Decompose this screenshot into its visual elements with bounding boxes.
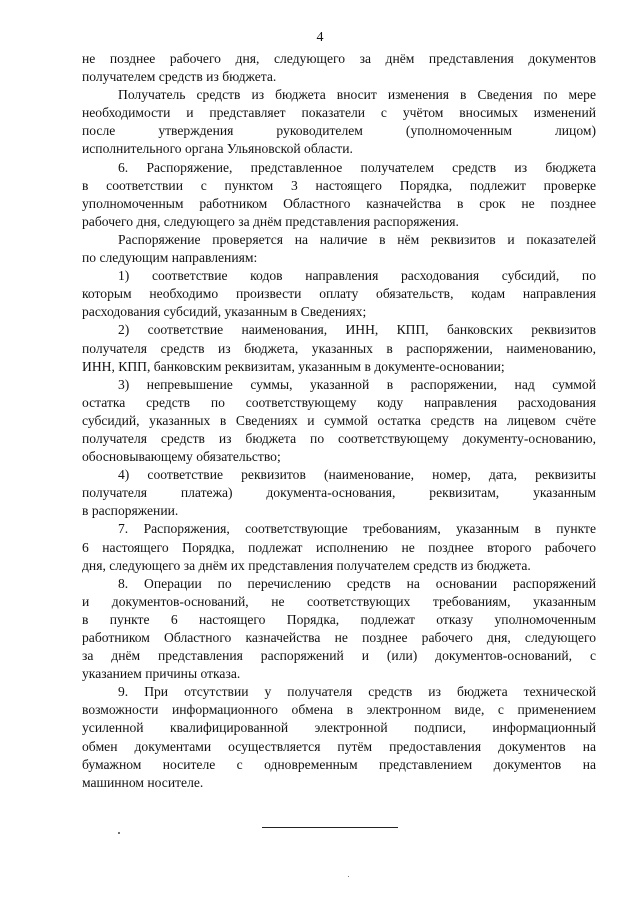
text-line: 4) соответствие реквизитов (наименование, номер, дата, реквизиты: [118, 467, 596, 483]
text-line: и документов-оснований, не соответствующих требованиям, указанным: [82, 593, 596, 609]
text-line: расходования субсидий, указанным в Сведениях;: [82, 304, 367, 320]
text-line: 6 настоящего Порядка, подлежат исполнению не позднее второго рабочего: [82, 539, 596, 555]
text-line: обосновывающему обязательство;: [82, 449, 281, 465]
text-line: 7. Распоряжения, соответствующие требованиям, указанным в пункте: [118, 521, 596, 537]
text-line: необходимости и представляет показатели с учётом вносимых изменений: [82, 105, 596, 121]
text-line: за днём представления распоряжений и (или) документов-оснований, с: [82, 648, 596, 664]
paragraph: [82, 86, 596, 158]
text-line: рабочего дня, следующего за днём представления распоряжения.: [82, 213, 459, 229]
paragraph: [82, 520, 596, 574]
paragraph: [82, 267, 596, 321]
paragraph: [82, 376, 596, 466]
page-number: 4: [316, 30, 324, 45]
paragraph: [82, 466, 596, 520]
text-line: обмен документами осуществляется путём предоставления документов на: [82, 738, 596, 754]
text-line: дня, следующего за днём их представления получателем средств из бюджета.: [82, 557, 531, 573]
text-line: Получатель средств из бюджета вносит изменения в Сведения по мере: [118, 87, 596, 103]
text-line: которым необходимо произвести оплату обязательств, кодам направления: [82, 286, 596, 302]
paragraph: [82, 321, 596, 375]
end-divider-line: [262, 827, 398, 828]
text-line: субсидий, указанных в Сведениях и суммой остатка средств на лицевом счёте: [82, 412, 596, 428]
text-line: в соответствии с пунктом 3 настоящего Порядка, подлежит проверке: [82, 177, 596, 193]
paragraph: [82, 575, 596, 684]
document-body: [82, 50, 596, 792]
text-line: Распоряжение проверяется на наличие в нём реквизитов и показателей: [118, 231, 596, 247]
text-line: 2) соответствие наименования, ИНН, КПП, банковских реквизитов: [118, 322, 596, 338]
text-line: 1) соответствие кодов направления расходования субсидий, по: [118, 268, 596, 284]
text-line: не позднее рабочего дня, следующего за днём представления документов: [82, 51, 596, 66]
scan-speck: [118, 832, 120, 834]
text-line: получателя средств из бюджета, указанных в распоряжении, наименованию,: [82, 340, 596, 356]
text-line: возможности информационного обмена в электронном виде, с применением: [82, 702, 596, 718]
text-line: исполнительного органа Ульяновской области.: [82, 141, 353, 157]
text-line: получателя средств из бюджета по соответствующему документу-основанию,: [82, 430, 596, 446]
paragraph: [82, 231, 596, 267]
paragraph: [82, 50, 596, 86]
text-line: указанием причины отказа.: [82, 666, 241, 682]
text-line: в пункте 6 настоящего Порядка, подлежат отказу уполномоченным: [82, 611, 596, 627]
text-line: работником Областного казначейства не позднее рабочего дня, следующего: [82, 630, 596, 645]
text-line: после утверждения руководителем (уполномоченным лицом): [82, 123, 596, 139]
text-line: получателем средств из бюджета.: [82, 69, 277, 85]
text-line: остатка средств по соответствующему коду направления расходования: [82, 394, 596, 410]
text-line: усиленной квалифицированной электронной подписи, информационный: [82, 720, 596, 736]
text-line: машинном носителе.: [82, 774, 204, 790]
text-line: уполномоченным работником Областного казначейства в срок не позднее: [82, 195, 596, 211]
text-line: по следующим направлениям:: [82, 250, 258, 266]
text-line: ИНН, КПП, банковским реквизитам, указанным в документе-основании;: [82, 358, 505, 374]
text-line: 8. Операции по перечислению средств на основании распоряжений: [118, 575, 596, 591]
text-line: 3) непревышение суммы, указанной в распоряжении, над суммой: [118, 376, 596, 392]
text-line: 9. При отсутствии у получателя средств из бюджета технической: [118, 684, 596, 700]
scan-speck: [348, 876, 349, 877]
text-line: в распоряжении.: [82, 503, 179, 519]
text-line: получателя платежа) документа-основания, реквизитам, указанным: [82, 485, 596, 501]
paragraph: [82, 683, 596, 792]
text-line: бумажном носителе с одновременным представлением документов на: [82, 756, 596, 772]
text-line: 6. Распоряжение, представленное получателем средств из бюджета: [118, 159, 596, 175]
paragraph: [82, 159, 596, 231]
